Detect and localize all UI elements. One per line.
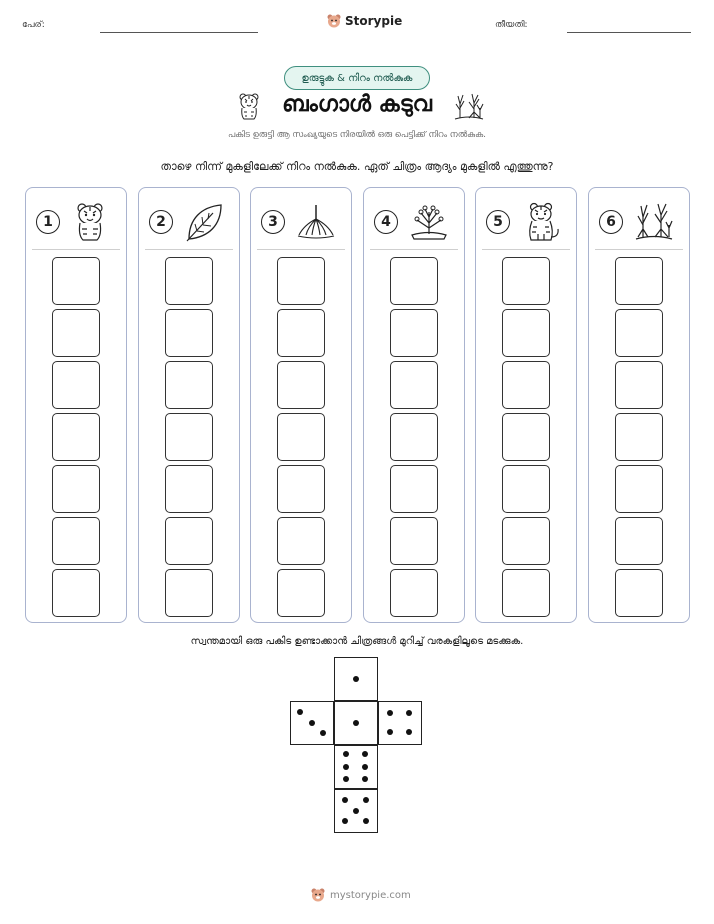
mangrove-trees-icon	[452, 92, 486, 120]
color-box[interactable]	[615, 361, 663, 409]
activity-tag: ഉരുട്ടുക & നിറം നൽകുക	[284, 66, 430, 90]
mangrove-roots-icon	[295, 201, 337, 243]
die-pip	[362, 776, 368, 782]
question: താഴെ നിന്ന് മുകളിലേക്ക് നിറം നൽകുക. ഏത് ചിത്രം ആദ്യം മുകളിൽ എത്തുന്നു?	[160, 160, 554, 173]
color-box[interactable]	[52, 257, 100, 305]
die-face	[378, 701, 422, 745]
die-pip	[342, 818, 348, 824]
color-box[interactable]	[615, 465, 663, 513]
storypie-bear-icon	[326, 13, 342, 29]
page-title: ബംഗാൾ കടുവ	[282, 92, 432, 117]
color-box[interactable]	[165, 257, 213, 305]
color-box[interactable]	[165, 517, 213, 565]
die-face	[334, 657, 378, 701]
die-pip	[309, 720, 315, 726]
color-box[interactable]	[390, 309, 438, 357]
die-pip	[387, 729, 393, 735]
column-divider	[482, 249, 570, 250]
color-box[interactable]	[615, 413, 663, 461]
die-pip	[353, 808, 359, 814]
column-number: 1	[36, 210, 60, 234]
die-pip	[353, 720, 359, 726]
date-line	[567, 32, 691, 33]
color-box[interactable]	[390, 465, 438, 513]
die-face	[334, 789, 378, 833]
column-4	[363, 187, 465, 623]
column-5	[475, 187, 577, 623]
leaf-icon	[183, 201, 225, 243]
die-face	[334, 745, 378, 789]
color-box[interactable]	[390, 517, 438, 565]
column-divider	[32, 249, 120, 250]
die-pip	[363, 797, 369, 803]
color-box[interactable]	[277, 361, 325, 409]
column-divider	[145, 249, 233, 250]
column-divider	[595, 249, 683, 250]
subtitle: പകിട ഉരുട്ടി ആ സംഖ്യയുടെ നിരയിൽ ഒരു പെട്ടിക്ക് നിറം നൽകുക.	[228, 130, 486, 140]
column-6	[588, 187, 690, 623]
color-box[interactable]	[390, 361, 438, 409]
column-divider	[370, 249, 458, 250]
color-box[interactable]	[52, 413, 100, 461]
footer	[310, 887, 411, 903]
color-box[interactable]	[502, 309, 550, 357]
color-box[interactable]	[615, 569, 663, 617]
color-box[interactable]	[52, 465, 100, 513]
color-box[interactable]	[165, 413, 213, 461]
color-box[interactable]	[277, 309, 325, 357]
die-pip	[353, 676, 359, 682]
color-box[interactable]	[502, 361, 550, 409]
color-box[interactable]	[52, 309, 100, 357]
color-box[interactable]	[502, 569, 550, 617]
brand-logo	[326, 13, 402, 29]
color-box[interactable]	[52, 361, 100, 409]
color-box[interactable]	[277, 257, 325, 305]
tiger-icon	[520, 201, 562, 243]
die-pip	[363, 818, 369, 824]
die-face	[334, 701, 378, 745]
column-divider	[257, 249, 345, 250]
color-box[interactable]	[165, 465, 213, 513]
column-2	[138, 187, 240, 623]
color-box[interactable]	[165, 309, 213, 357]
color-box[interactable]	[502, 465, 550, 513]
column-number: 2	[149, 210, 173, 234]
die-instruction: സ്വന്തമായി ഒരു പകിട ഉണ്ടാക്കാൻ ചിത്രങ്ങൾ മുറിച്ച് വരകളിലൂടെ മടക്കുക.	[190, 636, 524, 647]
die-pip	[406, 729, 412, 735]
die-pip	[343, 776, 349, 782]
color-box[interactable]	[277, 413, 325, 461]
column-3	[250, 187, 352, 623]
footer-url: mystorypie.com	[330, 889, 411, 901]
column-number: 4	[374, 210, 398, 234]
color-box[interactable]	[502, 517, 550, 565]
brand-name: Storypie	[345, 14, 403, 28]
die-pip	[297, 709, 303, 715]
column-number: 6	[599, 210, 623, 234]
color-box[interactable]	[165, 361, 213, 409]
color-box[interactable]	[277, 465, 325, 513]
column-1	[25, 187, 127, 623]
color-box[interactable]	[165, 569, 213, 617]
color-box[interactable]	[502, 413, 550, 461]
color-box[interactable]	[390, 413, 438, 461]
die-pip	[320, 730, 326, 736]
bush-icon	[408, 201, 450, 243]
color-box[interactable]	[52, 569, 100, 617]
color-box[interactable]	[277, 517, 325, 565]
color-box[interactable]	[390, 569, 438, 617]
die-pip	[362, 751, 368, 757]
color-box[interactable]	[502, 257, 550, 305]
column-number: 5	[486, 210, 510, 234]
die-pip	[406, 710, 412, 716]
color-box[interactable]	[52, 517, 100, 565]
color-box[interactable]	[615, 257, 663, 305]
date-label: തീയതി:	[495, 20, 528, 30]
die-face	[290, 701, 334, 745]
mangrove-trees-icon	[633, 201, 675, 243]
color-box[interactable]	[615, 517, 663, 565]
die-pip	[362, 764, 368, 770]
die-pip	[343, 764, 349, 770]
name-line	[100, 32, 258, 33]
tiger-cub-icon	[70, 201, 112, 243]
color-box[interactable]	[390, 257, 438, 305]
color-box[interactable]	[277, 569, 325, 617]
die-pip	[342, 797, 348, 803]
name-label: പേര്:	[22, 20, 45, 30]
color-box[interactable]	[615, 309, 663, 357]
column-number: 3	[261, 210, 285, 234]
die-pip	[387, 710, 393, 716]
storypie-bear-icon	[310, 887, 326, 903]
die-pip	[343, 751, 349, 757]
